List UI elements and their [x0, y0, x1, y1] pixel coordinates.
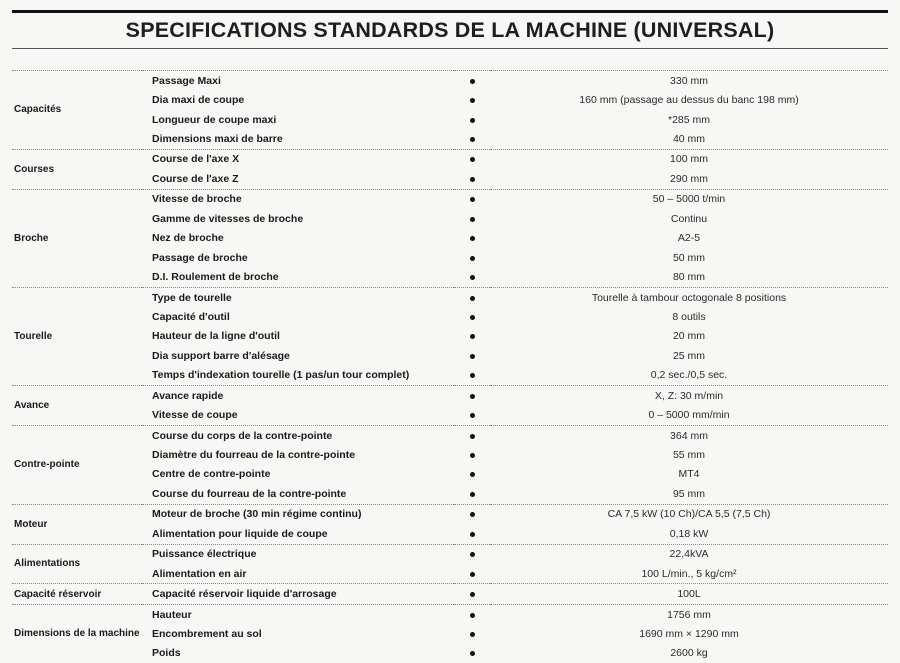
spec-item-label: Vitesse de coupe	[142, 405, 454, 425]
spec-item-label: Hauteur de la ligne d'outil	[142, 327, 454, 346]
spec-value: MT4	[490, 465, 888, 484]
bullet-cell	[454, 248, 490, 267]
bullet-cell	[454, 504, 490, 524]
bullet-dot-icon	[470, 413, 475, 418]
bullet-cell	[454, 327, 490, 346]
bullet-cell	[454, 307, 490, 326]
bullet-cell	[454, 366, 490, 386]
spec-item-label: Passage de broche	[142, 248, 454, 267]
spec-item-label: Vitesse de broche	[142, 189, 454, 209]
bullet-dot-icon	[470, 394, 475, 399]
spec-item-label: D.I. Roulement de broche	[142, 267, 454, 287]
spec-table-body	[12, 71, 888, 663]
bullet-dot-icon	[470, 552, 475, 557]
spec-row	[12, 405, 888, 425]
bullet-dot-icon	[470, 592, 475, 597]
spec-row	[12, 248, 888, 267]
spec-item-label: Encombrement au sol	[142, 624, 454, 643]
spec-item-label: Hauteur	[142, 604, 454, 624]
spec-item-label: Course du fourreau de la contre-pointe	[142, 484, 454, 504]
bullet-cell	[454, 287, 490, 307]
spec-row	[12, 209, 888, 228]
spec-item-label: Diamètre du fourreau de la contre-pointe	[142, 445, 454, 464]
bullet-cell	[454, 229, 490, 248]
bullet-dot-icon	[470, 532, 475, 537]
bullet-cell	[454, 90, 490, 109]
spec-row	[12, 624, 888, 643]
category-label: Capacités	[12, 71, 142, 150]
spec-value: X, Z: 30 m/min	[490, 386, 888, 406]
spec-row	[12, 366, 888, 386]
bullet-cell	[454, 209, 490, 228]
spec-value: 0 – 5000 mm/min	[490, 405, 888, 425]
spec-row	[12, 71, 888, 91]
spec-row	[12, 229, 888, 248]
bullet-dot-icon	[470, 275, 475, 280]
category-label: Alimentations	[12, 544, 142, 584]
spec-item-label: Alimentation pour liquide de coupe	[142, 524, 454, 544]
bullet-dot-icon	[470, 373, 475, 378]
spec-table	[12, 70, 888, 663]
bullet-dot-icon	[470, 651, 475, 656]
spec-value: 290 mm	[490, 169, 888, 189]
spec-row	[12, 564, 888, 584]
title-divider	[12, 48, 888, 49]
spec-value: *285 mm	[490, 110, 888, 129]
spec-item-label: Course de l'axe X	[142, 149, 454, 169]
spec-item-label: Poids	[142, 644, 454, 663]
bullet-dot-icon	[470, 118, 475, 123]
bullet-cell	[454, 405, 490, 425]
spec-item-label: Avance rapide	[142, 386, 454, 406]
bullet-cell	[454, 644, 490, 663]
spec-item-label: Puissance électrique	[142, 544, 454, 564]
spec-row	[12, 504, 888, 524]
spec-value: 80 mm	[490, 267, 888, 287]
bullet-dot-icon	[470, 354, 475, 359]
spec-value: CA 7,5 kW (10 Ch)/CA 5,5 (7,5 Ch)	[490, 504, 888, 524]
spec-value: Tourelle à tambour octogonale 8 positions	[490, 287, 888, 307]
bullet-dot-icon	[470, 137, 475, 142]
spec-value: 100 mm	[490, 149, 888, 169]
spec-row	[12, 524, 888, 544]
bullet-dot-icon	[470, 79, 475, 84]
bullet-dot-icon	[470, 98, 475, 103]
bullet-dot-icon	[470, 572, 475, 577]
spec-row	[12, 169, 888, 189]
bullet-cell	[454, 524, 490, 544]
bullet-dot-icon	[470, 632, 475, 637]
spec-row	[12, 267, 888, 287]
spec-item-label: Dia support barre d'alésage	[142, 346, 454, 365]
spec-item-label: Dimensions maxi de barre	[142, 129, 454, 149]
spec-value: 55 mm	[490, 445, 888, 464]
spec-item-label: Type de tourelle	[142, 287, 454, 307]
spec-item-label: Passage Maxi	[142, 71, 454, 91]
spec-value: 330 mm	[490, 71, 888, 91]
spec-row	[12, 327, 888, 346]
spec-item-label: Centre de contre-pointe	[142, 465, 454, 484]
spec-row	[12, 445, 888, 464]
category-label: Avance	[12, 386, 142, 426]
bullet-cell	[454, 149, 490, 169]
bullet-dot-icon	[470, 157, 475, 162]
bullet-cell	[454, 71, 490, 91]
spec-item-label: Capacité d'outil	[142, 307, 454, 326]
bullet-cell	[454, 346, 490, 365]
spec-item-label: Alimentation en air	[142, 564, 454, 584]
bullet-cell	[454, 129, 490, 149]
bullet-dot-icon	[470, 217, 475, 222]
bullet-cell	[454, 465, 490, 484]
spec-item-label: Temps d'indexation tourelle (1 pas/un tour complet)	[142, 366, 454, 386]
spec-row	[12, 149, 888, 169]
spec-item-label: Moteur de broche (30 min régime continu)	[142, 504, 454, 524]
bullet-dot-icon	[470, 512, 475, 517]
bullet-cell	[454, 267, 490, 287]
bullet-cell	[454, 484, 490, 504]
spec-value: 364 mm	[490, 425, 888, 445]
spec-row	[12, 110, 888, 129]
bullet-cell	[454, 425, 490, 445]
category-label: Dimensions de la machine	[12, 604, 142, 663]
spec-item-label: Dia maxi de coupe	[142, 90, 454, 109]
bullet-cell	[454, 544, 490, 564]
bullet-dot-icon	[470, 472, 475, 477]
title-bar	[12, 10, 888, 43]
category-label: Capacité réservoir	[12, 584, 142, 604]
spec-row	[12, 287, 888, 307]
bullet-dot-icon	[470, 236, 475, 241]
bullet-dot-icon	[470, 177, 475, 182]
spec-value: 160 mm (passage au dessus du banc 198 mm)	[490, 90, 888, 109]
spec-value: 50 mm	[490, 248, 888, 267]
spec-item-label: Gamme de vitesses de broche	[142, 209, 454, 228]
bullet-cell	[454, 169, 490, 189]
spec-row	[12, 544, 888, 564]
spec-value: 20 mm	[490, 327, 888, 346]
bullet-dot-icon	[470, 296, 475, 301]
bullet-dot-icon	[470, 256, 475, 261]
bullet-cell	[454, 604, 490, 624]
spec-item-label: Capacité réservoir liquide d'arrosage	[142, 584, 454, 604]
category-label: Contre-pointe	[12, 425, 142, 504]
category-label: Moteur	[12, 504, 142, 544]
category-label: Courses	[12, 149, 142, 189]
bullet-dot-icon	[470, 613, 475, 618]
bullet-dot-icon	[470, 492, 475, 497]
spec-row	[12, 425, 888, 445]
spec-row	[12, 584, 888, 604]
bullet-dot-icon	[470, 434, 475, 439]
spec-value: 1756 mm	[490, 604, 888, 624]
spec-value: 8 outils	[490, 307, 888, 326]
bullet-cell	[454, 445, 490, 464]
category-label: Tourelle	[12, 287, 142, 385]
spec-value: 40 mm	[490, 129, 888, 149]
spec-value: 2600 kg	[490, 644, 888, 663]
spec-value: A2-5	[490, 229, 888, 248]
spec-value: Continu	[490, 209, 888, 228]
bullet-dot-icon	[470, 453, 475, 458]
category-label: Broche	[12, 189, 142, 287]
spec-value: 0,2 sec./0,5 sec.	[490, 366, 888, 386]
bullet-dot-icon	[470, 315, 475, 320]
spec-value: 0,18 kW	[490, 524, 888, 544]
spec-item-label: Longueur de coupe maxi	[142, 110, 454, 129]
spec-value: 1690 mm × 1290 mm	[490, 624, 888, 643]
bullet-cell	[454, 110, 490, 129]
bullet-cell	[454, 386, 490, 406]
bullet-cell	[454, 584, 490, 604]
spec-row	[12, 346, 888, 365]
spec-item-label: Course du corps de la contre-pointe	[142, 425, 454, 445]
spec-item-label: Nez de broche	[142, 229, 454, 248]
spec-row	[12, 189, 888, 209]
bullet-dot-icon	[470, 197, 475, 202]
spec-value: 25 mm	[490, 346, 888, 365]
spec-row	[12, 307, 888, 326]
spec-row	[12, 386, 888, 406]
bullet-cell	[454, 624, 490, 643]
spec-row	[12, 604, 888, 624]
bullet-cell	[454, 189, 490, 209]
spec-row	[12, 465, 888, 484]
spec-value: 100 L/min., 5 kg/cm²	[490, 564, 888, 584]
spec-row	[12, 90, 888, 109]
spec-value: 95 mm	[490, 484, 888, 504]
page-title: SPECIFICATIONS STANDARDS DE LA MACHINE (UNIVERSAL)	[12, 18, 888, 43]
bullet-dot-icon	[470, 334, 475, 339]
spec-row	[12, 484, 888, 504]
spec-value: 22,4kVA	[490, 544, 888, 564]
bullet-cell	[454, 564, 490, 584]
spec-item-label: Course de l'axe Z	[142, 169, 454, 189]
spec-row	[12, 129, 888, 149]
spec-row	[12, 644, 888, 663]
spec-value: 100L	[490, 584, 888, 604]
spec-value: 50 – 5000 t/min	[490, 189, 888, 209]
